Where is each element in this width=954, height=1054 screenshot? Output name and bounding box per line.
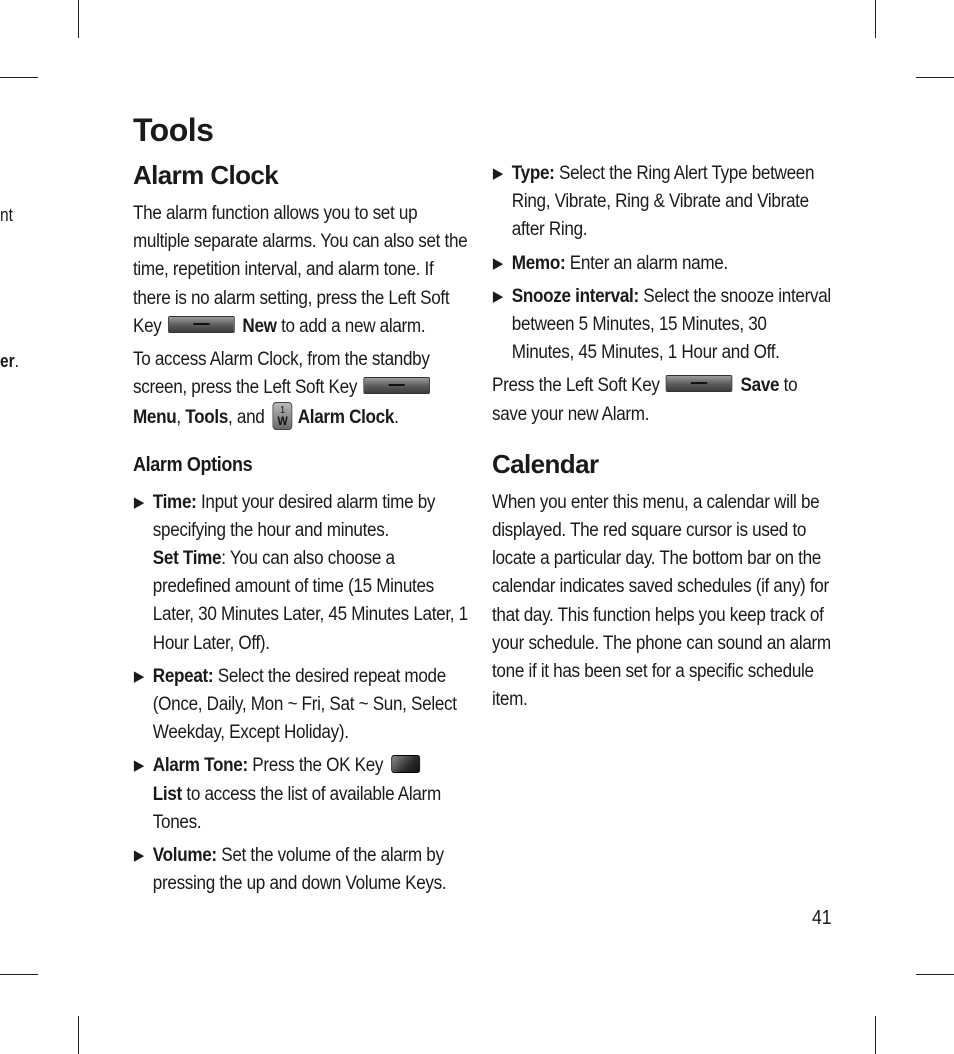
calendar-body: When you enter this menu, a calendar will be displayed. The red square cursor is used to locate a particular day. The bottom bar on the calendar indicates saved schedules (if any) for that day. This function helps you keep track of your schedule. The phone can sound an alarm tone if it has been set for a specific schedule item.: [492, 491, 831, 711]
left-soft-key-icon: [363, 377, 430, 394]
list-item: ▶ Repeat: Select the desired repeat mode (Once, Daily, Mon ~ Fri, Sat ~ Sun, Select Weekday, Except Holiday).: [133, 663, 471, 748]
crop-mark: [78, 0, 79, 38]
crop-mark: [875, 0, 876, 38]
right-column: [492, 160, 832, 714]
crop-mark: [916, 974, 954, 975]
list-item: ▶ Time: Input your desired alarm time by specifying the hour and minutes. Set Time: You can also choose a predefined amount of time (15 Minutes Later, 30 Minutes Later, 45 Minutes Later, 1 Hour Later, Off).: [133, 489, 471, 658]
list-item: ▶ Type: Select the Ring Alert Type between Ring, Vibrate, Ring & Vibrate and Vibrate after Ring.: [492, 160, 832, 245]
page-number: 41: [812, 907, 832, 929]
crop-mark: [875, 1016, 876, 1054]
alarm-clock-heading: Alarm Clock: [133, 160, 279, 190]
ok-key-icon: [391, 755, 420, 773]
crop-mark: [0, 77, 38, 78]
adjacent-page-fragment: nt: [0, 205, 13, 225]
alarm-clock-body: [133, 200, 471, 898]
calendar-heading: Calendar: [492, 448, 599, 479]
alarm-intro-paragraph: The alarm function allows you to set up multiple separate alarms. You can also set the time, repetition interval, and alarm tone. If there is no alarm setting, press the Left Soft Key New to add a new alarm.: [133, 203, 468, 337]
alarm-clock-icon: 1 W: [273, 402, 293, 430]
alarm-access-paragraph: To access Alarm Clock, from the standby screen, press the Left Soft Key Menu, Tools, and 1 W Alarm Clock.: [133, 349, 430, 429]
list-item: ▶ Snooze interval: Select the snooze interval between 5 Minutes, 15 Minutes, 30 Minutes, 45 Minutes, 1 Hour and Off.: [492, 283, 832, 368]
left-column: [133, 160, 471, 898]
triangle-bullet-icon: ▶: [492, 165, 503, 182]
alarm-options-list-continued: [492, 160, 832, 367]
crop-mark: [916, 77, 954, 78]
triangle-bullet-icon: ▶: [492, 254, 503, 272]
triangle-bullet-icon: ▶: [133, 493, 144, 511]
crop-mark: [0, 974, 38, 975]
left-soft-key-icon: [666, 375, 733, 392]
adjacent-page-fragment: er.: [0, 351, 19, 371]
list-item: ▶ Volume: Set the volume of the alarm by pressing the up and down Volume Keys.: [133, 842, 471, 898]
crop-mark: [78, 1016, 79, 1054]
triangle-bullet-icon: ▶: [133, 757, 144, 775]
left-soft-key-icon: [168, 316, 235, 333]
alarm-options-heading: Alarm Options: [133, 453, 253, 476]
triangle-bullet-icon: ▶: [492, 287, 503, 305]
list-item: ▶ Memo: Enter an alarm name.: [492, 250, 832, 278]
alarm-options-continued: [492, 160, 832, 429]
page-title: Tools: [133, 112, 214, 148]
triangle-bullet-icon: ▶: [133, 667, 144, 685]
alarm-options-list: [133, 489, 471, 899]
triangle-bullet-icon: ▶: [133, 847, 144, 865]
save-alarm-paragraph: Press the Left Soft Key Save to save your new Alarm.: [492, 375, 798, 425]
list-item: ▶ Alarm Tone: Press the OK Key List to access the list of available Alarm Tones.: [133, 752, 471, 837]
